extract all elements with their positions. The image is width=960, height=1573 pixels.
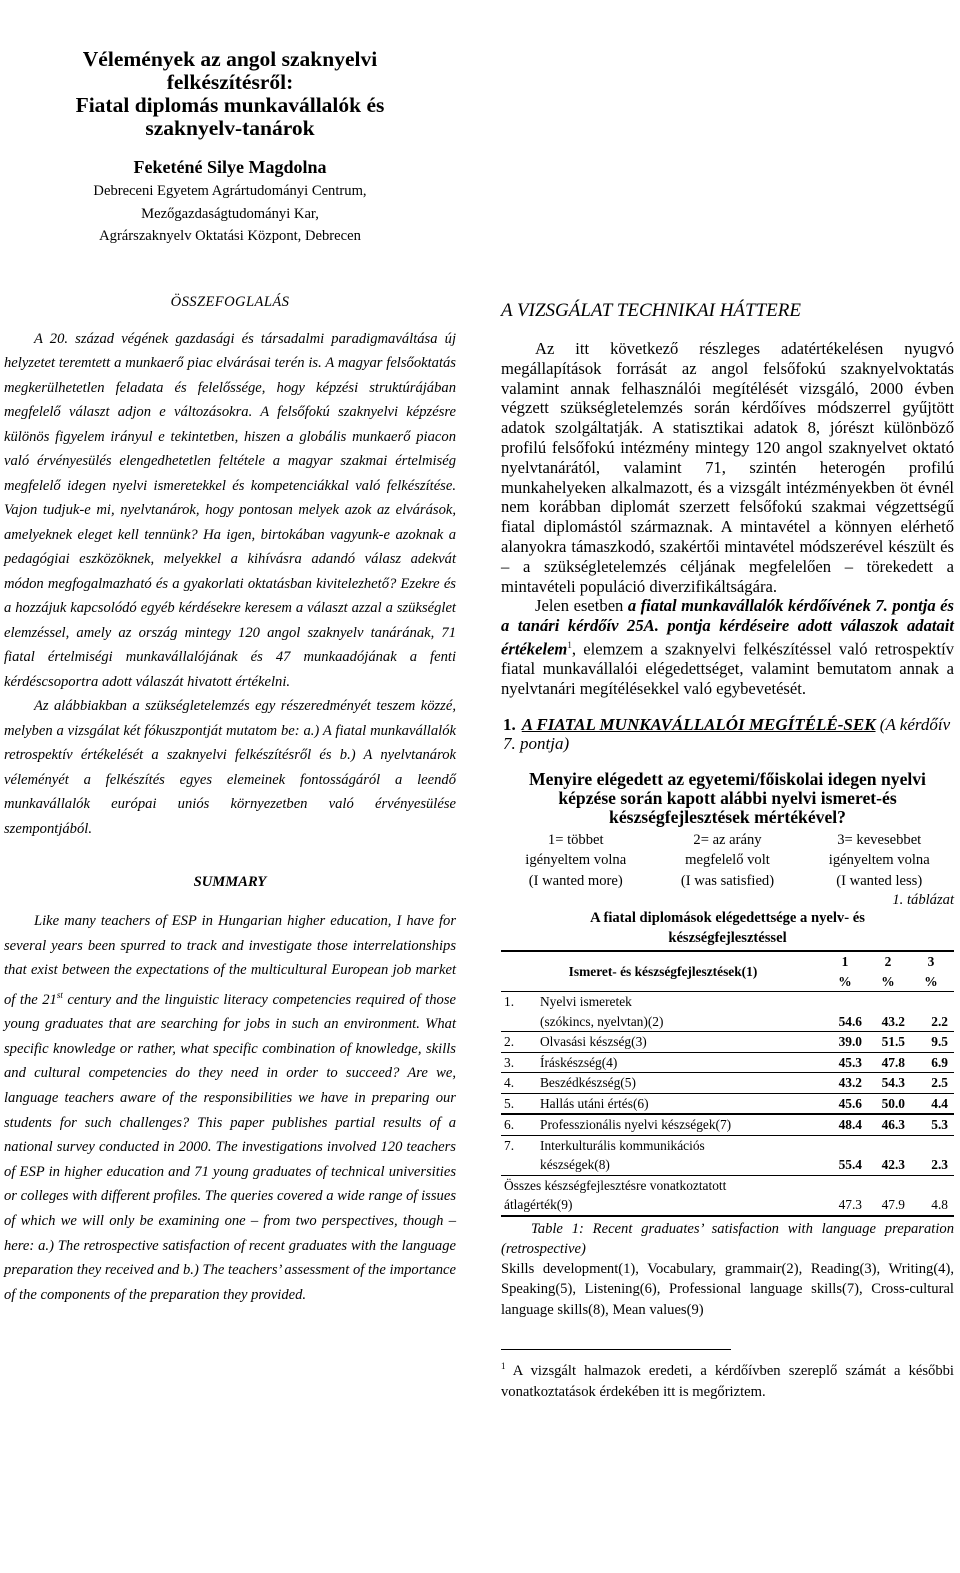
affiliation (4, 180, 456, 248)
cell-value: 54.6 (838, 1013, 862, 1029)
scale-label: (I wanted more) (528, 872, 623, 889)
scale-option (805, 830, 954, 892)
table-row (501, 1073, 954, 1094)
total-label-line: átlagérték(9) (504, 1197, 573, 1213)
chapter-suffix: (A kérdőív 7. pontja) (503, 714, 951, 754)
row-number: 4. (504, 1075, 515, 1091)
cell-value: 43.2 (881, 1013, 905, 1029)
row-label: Beszédkészség(5) (540, 1075, 636, 1091)
row-label: Íráskészség(4) (540, 1054, 618, 1070)
row-label: Professzionális nyelvi készségek(7) (540, 1117, 732, 1133)
table-title-line: A fiatal diplomások elégedettsége a nyelv- és (590, 910, 865, 927)
cell-value: 43.2 (838, 1075, 862, 1091)
chapter-number: 1. (503, 714, 516, 734)
row-label-line: (szókincs, nyelvtan)(2) (540, 1013, 664, 1029)
cell-value: 5.3 (931, 1117, 948, 1133)
header-unit: % (881, 973, 895, 989)
table-row (501, 992, 954, 1032)
header-unit: % (838, 973, 852, 989)
cell-value: 4.8 (931, 1197, 948, 1213)
header-col (911, 951, 954, 992)
abstract-heading: ÖSSZEFOGLALÁS (170, 293, 290, 310)
cell-value: 6.9 (931, 1054, 948, 1070)
scale-option (501, 830, 650, 892)
paper-title (4, 48, 456, 140)
summary-heading: SUMMARY (193, 874, 267, 890)
title-line: Vélemények az angol szaknyelvi (82, 47, 378, 71)
cell-value: 48.4 (838, 1117, 862, 1133)
footnote-text: A vizsgált halmazok eredeti, a kérdőívben szereplő számát a későbbi vonatkoztatások érdekében itt is megőriztem. (501, 1363, 954, 1400)
summary-text: century and the linguistic literacy competencies required of those young graduates that are searching for jobs in such an environment. What specific knowledge or rather, what specific combination of knowledge, skills and cultural competencies do they need in order to succeed? Are we, language teachers aware of the responsibilities we have in preparing our students for such challenges? This paper publishes partial results of a national survey conducted in 2000. The investigations involved 120 teachers of ESP in higher education and 71 young graduates of technical universities or colleges with different profiles. The queries covered a wide range of issues of which we will only be examining one – from two perspectives, though – here: a.) The retrospective satisfaction of recent graduates with the language preparation they received and b.) The teachers’ assessment of the importance of the components of the preparation they provided. (4, 991, 456, 1303)
footnote-ref: 1 (567, 639, 572, 650)
table-total-row (501, 1175, 954, 1216)
emphasized-text: a fiatal munkavállalók kérdőívének 7. pontja és a tanári kérdőív 25A. pontja kérdéseire adott válaszok adatait értékelem (501, 596, 954, 659)
scale-option (653, 830, 802, 892)
section-paragraph: Az itt következő részleges adatértékelésen nyugvó megállapítások forrását az angol felsőfokú szaknyelvoktatás valamint annak felhasználói megítélését vizsgáló, 2000 évben végzett szükségletelemzés során kérdőíves módszerrel gyűjtött adatok szolgáltatják. A statisztikai adatok 8, jórészt különböző profilú felsőfokú intézmény mintegy 120 angol szaknyelvet oktató nyelvtanárától, valamint 71, szintén heterogén profilú munkahelyeken alkalmazott, és a vizsgált intézményekben öt évnél nem korábban diplomát szerzett felsőfokú szakmai végzettségű fiatal diplomástól származnak. A mintavétel a könnyen elérhető alanyokra támaszkodó, szakértői mintavétel módszerével készült és – a szükségletelemzés céljának megfelelően – törekedett a mintavételi populáció diverzifikáltságára. (501, 339, 954, 596)
table-row (501, 1052, 954, 1073)
scale-label: megfelelő volt (685, 852, 770, 869)
table-caption (501, 1219, 954, 1259)
footnote-mark: 1 (501, 1361, 506, 1372)
table-title-line: készségfejlesztéssel (668, 929, 787, 946)
scale-label: 3= kevesebbet (837, 831, 922, 848)
footnote-divider (501, 1349, 731, 1350)
table-number: 1. táblázat (892, 892, 954, 909)
affiliation-line: Debreceni Egyetem Agrártudományi Centrum, (93, 183, 367, 199)
satisfaction-table (501, 950, 954, 1217)
row-label: Olvasási készség(3) (540, 1034, 647, 1050)
caption-text: Table 1: Recent graduates’ satisfaction with language preparation (retrospective) (501, 1220, 954, 1257)
scale-label: 1= többet (547, 831, 604, 848)
cell-value: 50.0 (881, 1095, 905, 1111)
cell-value: 39.0 (838, 1034, 862, 1050)
table-row (501, 1093, 954, 1114)
left-column (4, 48, 456, 1307)
cell-value: 2.3 (931, 1157, 948, 1173)
cell-value: 54.3 (881, 1075, 905, 1091)
scale-label: (I wanted less) (836, 872, 923, 889)
cell-value: 47.9 (881, 1197, 905, 1213)
cell-value: 42.3 (881, 1157, 905, 1173)
header-unit: % (924, 973, 938, 989)
scale-label: igényeltem volna (828, 852, 930, 869)
table-legend: Skills development(1), Vocabulary, grammair(2), Reading(3), Writing(4), Speaking(5), Listening(6), Professional language skills(7), Cross-cultural language skills(8), Mean values(9) (501, 1260, 954, 1318)
total-label-line: Összes készségfejlesztésre vonatkoztatott (504, 1177, 727, 1193)
section-body (501, 339, 954, 699)
title-line: szaknyelv-tanárok (145, 116, 315, 140)
table-header-row (501, 951, 954, 992)
summary-text: Like many teachers of ESP in Hungarian higher education, I have for several years been spurred to track and investigate those interrelationships that exist between the expectations of the multicultural European job market of the 21 (4, 913, 456, 1008)
row-number: 2. (504, 1034, 515, 1050)
right-column (501, 300, 954, 1402)
header-col (868, 951, 911, 992)
row-label-line: Nyelvi ismeretek (540, 994, 632, 1010)
abstract-body (4, 327, 456, 842)
rating-scale (501, 830, 954, 892)
row-label-line: készségek(8) (540, 1157, 610, 1173)
footnote (501, 1356, 954, 1402)
affiliation-line: Mezőgazdaságtudományi Kar, (141, 205, 319, 222)
row-number: 6. (504, 1117, 515, 1133)
cell-value: 45.3 (838, 1054, 862, 1070)
section-paragraph (501, 596, 954, 699)
cell-value: 46.3 (881, 1117, 905, 1133)
table-row (501, 1135, 954, 1175)
scale-label: 2= az arány (693, 831, 762, 848)
row-number: 3. (504, 1054, 515, 1070)
abstract-paragraph: A 20. század végének gazdasági és társadalmi paradigmaváltása új helyzetet teremtett a munkaerő piac elvárásai terén is. A magyar felsőoktatás megkerülhetetlen feladata és felelőssége, hogy képzési struktúrájában megfelelő választ adjon e változásokra. A felsőfokú szaknyelvi képzésre különös figyelem irányul e tekintetben, hiszen a globális munkaerő piacon való érvényesülés elengedhetetlen feltétele a magyar szakmai értelmiség megfelelő idegen nyelvi ismeretekkel és kompetenciákkal való felkészítése. Vajon tudjuk-e mi, nyelvtanárok, hogy pontosan melyek azok az elvárások, amelyeknek eleget kell tennünk? Ha igen, birtokában vagyunk-e azoknak a pedagógiai eszközöknek, melyekkel a kihívásra adandó válasz adekvát módon megfogalmazható és a gyakorlati oktatásban kivitelezhető? Ezekre és a hozzájuk kapcsolódó egyéb kérdésekre keresem a választ azzal a szükséglet elemzéssel, amely az ország mintegy 120 angol szaknyelv tanárának, 71 fiatal értelmiségi munkavállalójának és 47 munkaadójának a fenti kérdéscsoportra adott válaszát hivatott értékelni. (4, 330, 456, 690)
cell-value: 47.3 (838, 1197, 862, 1213)
summary-body (4, 909, 456, 1307)
question-heading: Menyire elégedett az egyetemi/főiskolai idegen nyelvi képzése során kapott alábbi nyelvi ismeret-és készségfejlesztések mértékével? (529, 768, 926, 827)
title-line: Fiatal diplomás munkavállalók és (75, 93, 385, 117)
scale-label: igényeltem volna (525, 852, 627, 869)
row-number: 7. (504, 1137, 515, 1153)
author-name: Feketéné Silye Magdolna (133, 157, 327, 177)
abstract-paragraph: Az alábbiakban a szükségletelemzés egy részeredményét teszem közzé, melyben a vizsgálat két fókuszpontját mutatom be: a.) A fiatal munkavállalók retrospektív értékelését a szaknyelvi felkészítésről és b.) A nyelvtanárok véleményét a felkészítés egyes elemeinek fontosságáról a leendő munkavállalók európai uniós környezetben való érvényesülése szempontjából. (4, 698, 456, 837)
header-num: 1 (841, 954, 849, 970)
table-row (501, 1114, 954, 1135)
table-title (501, 909, 954, 948)
table-row (501, 1032, 954, 1053)
chapter-title: A FIATAL MUNKAVÁLLALÓI MEGÍTÉLÉ-SEK (521, 714, 876, 734)
ordinal-superscript: st (56, 989, 63, 1000)
section-text: , elemzem a szaknyelvi felkészítéssel való retrospektív fiatal munkavállalói elégedettséget, valamint bemutatom annak a nyelvtanári megítélésekkel való egybevetését. (501, 639, 954, 699)
row-label (537, 1135, 825, 1175)
cell-value: 45.6 (838, 1095, 862, 1111)
header-label: Ismeret- és készségfejlesztések(1) (568, 964, 758, 980)
cell-value: 4.4 (931, 1095, 948, 1111)
summary-paragraph (4, 909, 456, 1307)
row-number: 5. (504, 1095, 515, 1111)
section-heading: A VIZSGÁLAT TECHNIKAI HÁTTERE (501, 300, 801, 321)
cell-value: 51.5 (881, 1034, 905, 1050)
row-label (537, 992, 825, 1032)
header-col (825, 951, 868, 992)
cell-value: 47.8 (881, 1054, 905, 1070)
cell-value: 2.2 (931, 1013, 948, 1029)
scale-label: (I was satisfied) (680, 872, 775, 889)
cell-value: 2.5 (931, 1075, 948, 1091)
section-text: Jelen esetben (535, 596, 628, 616)
header-num: 2 (884, 954, 892, 970)
header-num: 3 (927, 954, 935, 970)
affiliation-line: Agrárszaknyelv Oktatási Központ, Debrecen (99, 228, 361, 244)
cell-value: 9.5 (931, 1034, 948, 1050)
row-label-line: Interkulturális kommunikációs (540, 1137, 705, 1153)
row-label: Hallás utáni értés(6) (540, 1095, 649, 1111)
title-line: felkészítésről: (166, 70, 294, 94)
chapter-heading (501, 715, 954, 754)
row-number: 1. (504, 994, 515, 1010)
total-label (501, 1175, 825, 1216)
cell-value: 55.4 (838, 1157, 862, 1173)
